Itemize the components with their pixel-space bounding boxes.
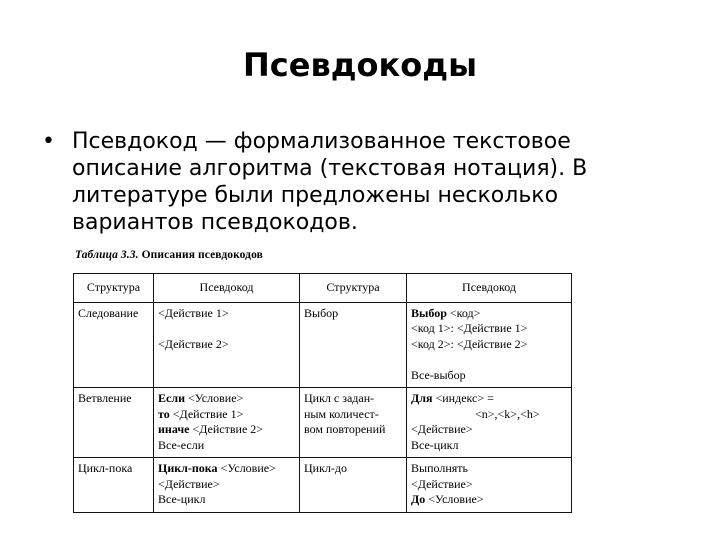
cell-line: [158, 461, 296, 477]
cell-line: Цикл-до: [304, 461, 348, 475]
cell-line: <код 1>: <Действие 1>: [411, 321, 528, 335]
cell-text: <Условие>: [184, 391, 244, 405]
header-pseudocode: Псевдокод: [407, 274, 572, 303]
cell-text: <Действие 1>: [169, 406, 244, 421]
header-pseudocode: Псевдокод: [154, 274, 300, 303]
cell-line: <Действие>: [411, 476, 473, 491]
cell-line: [158, 407, 296, 423]
table-caption-label: Таблица 3.3.: [75, 249, 139, 261]
cell-pseudocode: [407, 302, 572, 388]
cell-line: Ветвление: [78, 391, 132, 405]
cell-line: [158, 391, 296, 407]
cell-line: <Действие 1>: [158, 305, 229, 320]
cell-structure: [300, 388, 407, 458]
cell-line: <Действие>: [158, 476, 220, 491]
cell-line: вом повторений: [304, 422, 386, 436]
table-row: [74, 302, 572, 388]
cell-line: <Действие>: [411, 422, 473, 436]
cell-structure: [74, 458, 154, 513]
cell-structure: [74, 388, 154, 458]
bullet-line: описание алгоритма (текстовая нотация). В: [72, 156, 588, 181]
keyword: Цикл-пока: [158, 461, 218, 475]
cell-line: [158, 422, 296, 438]
slide-title: Псевдокоды: [242, 46, 477, 84]
cell-line: <код 2>: <Действие 2>: [411, 336, 528, 351]
cell-structure: [74, 302, 154, 388]
table-row: [74, 388, 572, 458]
cell-line: Все-выбор: [411, 367, 466, 382]
cell-line: Следование: [78, 305, 139, 320]
cell-line: Все-цикл: [411, 437, 459, 452]
cell-line: Цикл-пока: [78, 461, 133, 475]
cell-line: Выполнять: [411, 461, 468, 475]
cell-text: <Условие>: [425, 492, 484, 506]
cell-line: <n>,<k>,<h>: [475, 406, 540, 421]
table-row: [74, 458, 572, 513]
cell-line: Все-цикл: [158, 492, 206, 506]
keyword: Для: [411, 391, 433, 405]
bullet-mark: •: [42, 129, 55, 154]
keyword: Выбор: [411, 305, 447, 320]
keyword: иначе: [158, 422, 190, 436]
cell-structure: [300, 302, 407, 388]
cell-text: <Условие>: [217, 461, 276, 475]
cell-line: [411, 391, 568, 407]
header-structure: Структура: [74, 274, 154, 303]
cell-line: Выбор: [304, 305, 339, 320]
cell-pseudocode: [407, 388, 572, 458]
keyword: то: [158, 406, 170, 421]
cell-line: ным количест-: [304, 406, 379, 421]
table-caption: [75, 249, 263, 261]
cell-pseudocode: [154, 458, 300, 513]
cell-pseudocode: [154, 388, 300, 458]
cell-line: <Действие 2>: [158, 336, 229, 351]
cell-line: Все-если: [158, 437, 205, 452]
bullet-line: вариантов псевдокодов.: [72, 210, 358, 235]
keyword: Если: [158, 391, 185, 405]
bullet-text: [72, 128, 682, 236]
table-caption-text: Описания псевдокодов: [141, 249, 263, 261]
cell-line: [411, 492, 568, 508]
bullet-line: Псевдокод — формализованное текстовое: [72, 129, 571, 154]
cell-text: <код>: [446, 305, 481, 320]
bullet-line: литературе были предложены несколько: [72, 183, 559, 208]
header-structure: Структура: [300, 274, 407, 303]
cell-pseudocode: [407, 458, 572, 513]
cell-line: [411, 306, 568, 322]
cell-structure: [300, 458, 407, 513]
cell-text: <индекс> =: [432, 391, 494, 405]
table-header-row: [74, 274, 572, 303]
cell-text: <Действие 2>: [189, 422, 264, 436]
cell-line: Цикл с задан-: [304, 391, 375, 405]
keyword: До: [411, 492, 426, 506]
bullet-paragraph: [42, 128, 682, 236]
pseudocode-table: [73, 273, 572, 513]
cell-pseudocode: [154, 302, 300, 388]
